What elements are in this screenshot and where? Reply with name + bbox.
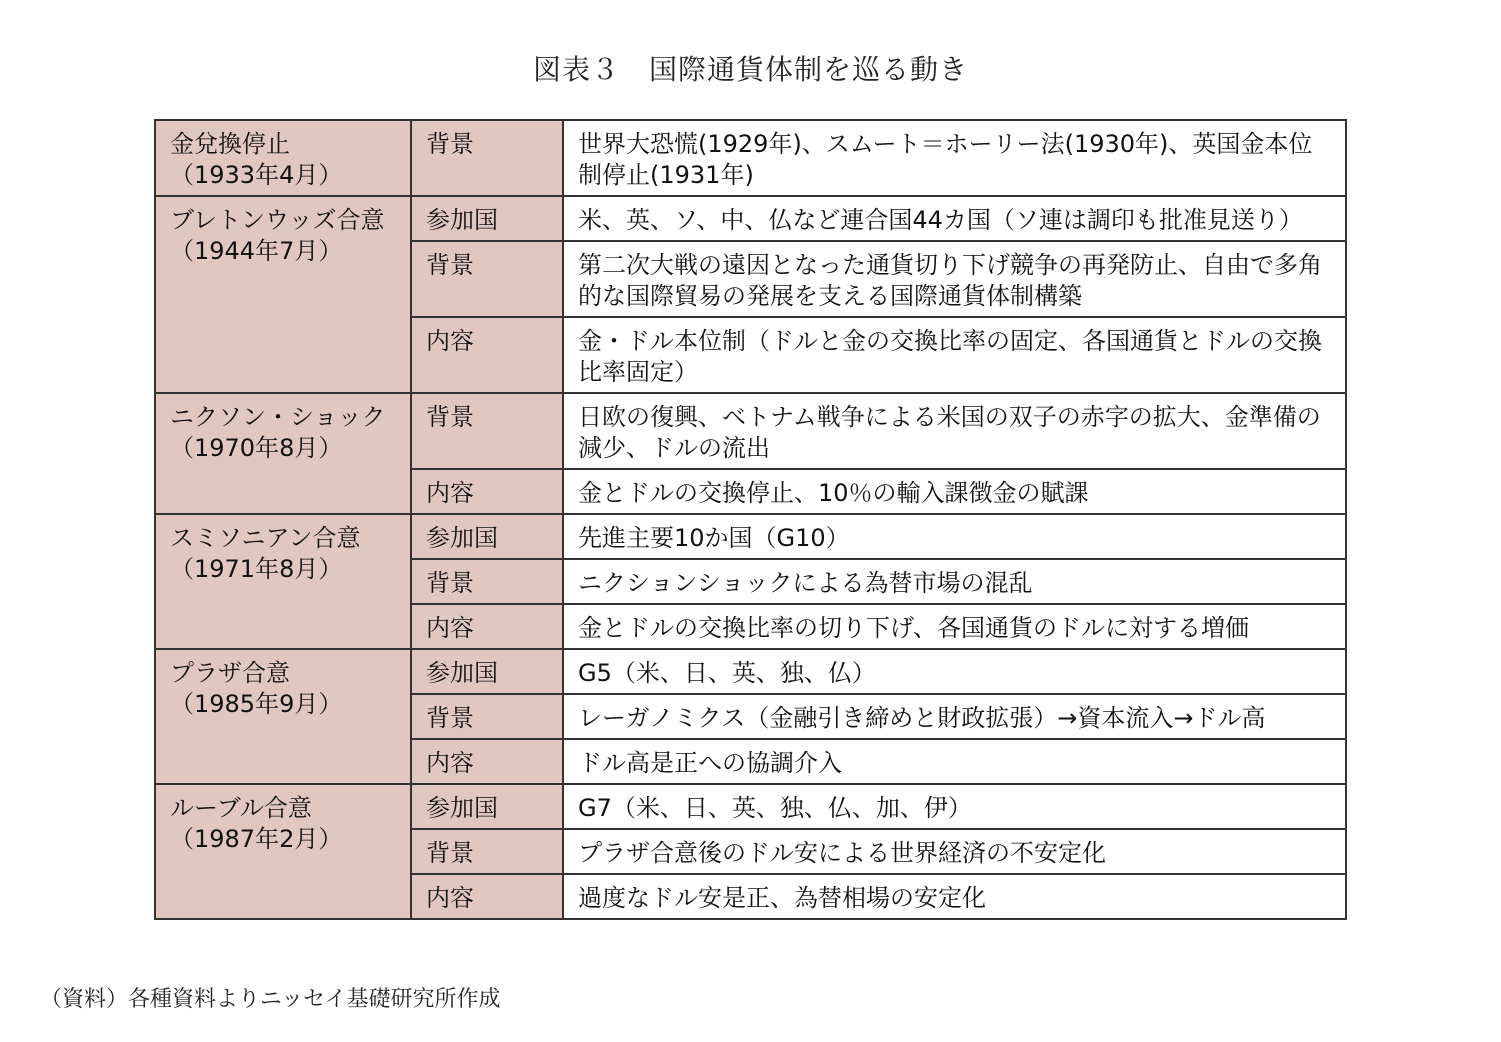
description-cell: 米、英、ソ、中、仏など連合国44カ国（ソ連は調印も批准見送り） (563, 196, 1346, 241)
source-note: （資料）各種資料よりニッセイ基礎研究所作成 (40, 987, 501, 1012)
description-cell: プラザ合意後のドル安による世界経済の不安定化 (563, 829, 1346, 874)
description-cell: ドル高是正への協調介入 (563, 739, 1346, 784)
monetary-history-table (154, 119, 1347, 920)
figure-title: 図表３ 国際通貨体制を巡る動き (532, 53, 968, 86)
description-cell: 第二次大戦の遠因となった通貨切り下げ競争の再発防止、自由で多角的な国際貿易の発展を支える国際通貨体制構築 (563, 241, 1346, 317)
table-row (155, 649, 1346, 694)
event-cell (155, 196, 411, 393)
description-cell: 金とドルの交換比率の切り下げ、各国通貨のドルに対する増価 (563, 604, 1346, 649)
category-cell: 参加国 (411, 649, 563, 694)
event-cell (155, 393, 411, 514)
event-name: プラザ合意 (170, 659, 290, 687)
event-name: ニクソン・ショック (170, 403, 386, 431)
description-cell: ニクションショックによる為替市場の混乱 (563, 559, 1346, 604)
event-cell (155, 514, 411, 649)
event-cell (155, 649, 411, 784)
description-cell: G5（米、日、英、独、仏） (563, 649, 1346, 694)
description-cell: 金・ドル本位制（ドルと金の交換比率の固定、各国通貨とドルの交換比率固定） (563, 317, 1346, 393)
category-cell: 参加国 (411, 196, 563, 241)
event-name: ルーブル合意 (170, 794, 312, 822)
description-cell: レーガノミクス（金融引き締めと財政拡張）→資本流入→ドル高 (563, 694, 1346, 739)
event-name: スミソニアン合意 (170, 524, 361, 552)
event-cell (155, 120, 411, 196)
description-cell: 先進主要10か国（G10） (563, 514, 1346, 559)
table-row (155, 196, 1346, 241)
event-date: （1971年8月） (170, 555, 343, 583)
event-name: 金兌換停止 (170, 130, 290, 158)
category-cell: 参加国 (411, 514, 563, 559)
event-date: （1987年2月） (170, 825, 343, 853)
category-cell: 背景 (411, 829, 563, 874)
category-cell: 背景 (411, 559, 563, 604)
category-cell: 背景 (411, 120, 563, 196)
category-cell: 背景 (411, 393, 563, 469)
description-cell: 日欧の復興、ベトナム戦争による米国の双子の赤字の拡大、金準備の減少、ドルの流出 (563, 393, 1346, 469)
category-cell: 背景 (411, 241, 563, 317)
table-row (155, 514, 1346, 559)
event-date: （1933年4月） (170, 161, 343, 189)
category-cell: 背景 (411, 694, 563, 739)
description-cell: 過度なドル安是正、為替相場の安定化 (563, 874, 1346, 919)
event-name: ブレトンウッズ合意 (170, 206, 385, 234)
description-cell: 金とドルの交換停止、10％の輸入課徴金の賦課 (563, 469, 1346, 514)
category-cell: 内容 (411, 739, 563, 784)
description-cell: G7（米、日、英、独、仏、加、伊） (563, 784, 1346, 829)
table-row (155, 393, 1346, 469)
table-row (155, 120, 1346, 196)
category-cell: 内容 (411, 874, 563, 919)
category-cell: 参加国 (411, 784, 563, 829)
category-cell: 内容 (411, 469, 563, 514)
category-cell: 内容 (411, 604, 563, 649)
event-date: （1985年9月） (170, 690, 343, 718)
event-cell (155, 784, 411, 919)
category-cell: 内容 (411, 317, 563, 393)
event-date: （1970年8月） (170, 434, 343, 462)
description-cell: 世界大恐慌(1929年)、スムート＝ホーリー法(1930年)、英国金本位制停止(1931年) (563, 120, 1346, 196)
table-row (155, 784, 1346, 829)
event-date: （1944年7月） (170, 237, 343, 265)
